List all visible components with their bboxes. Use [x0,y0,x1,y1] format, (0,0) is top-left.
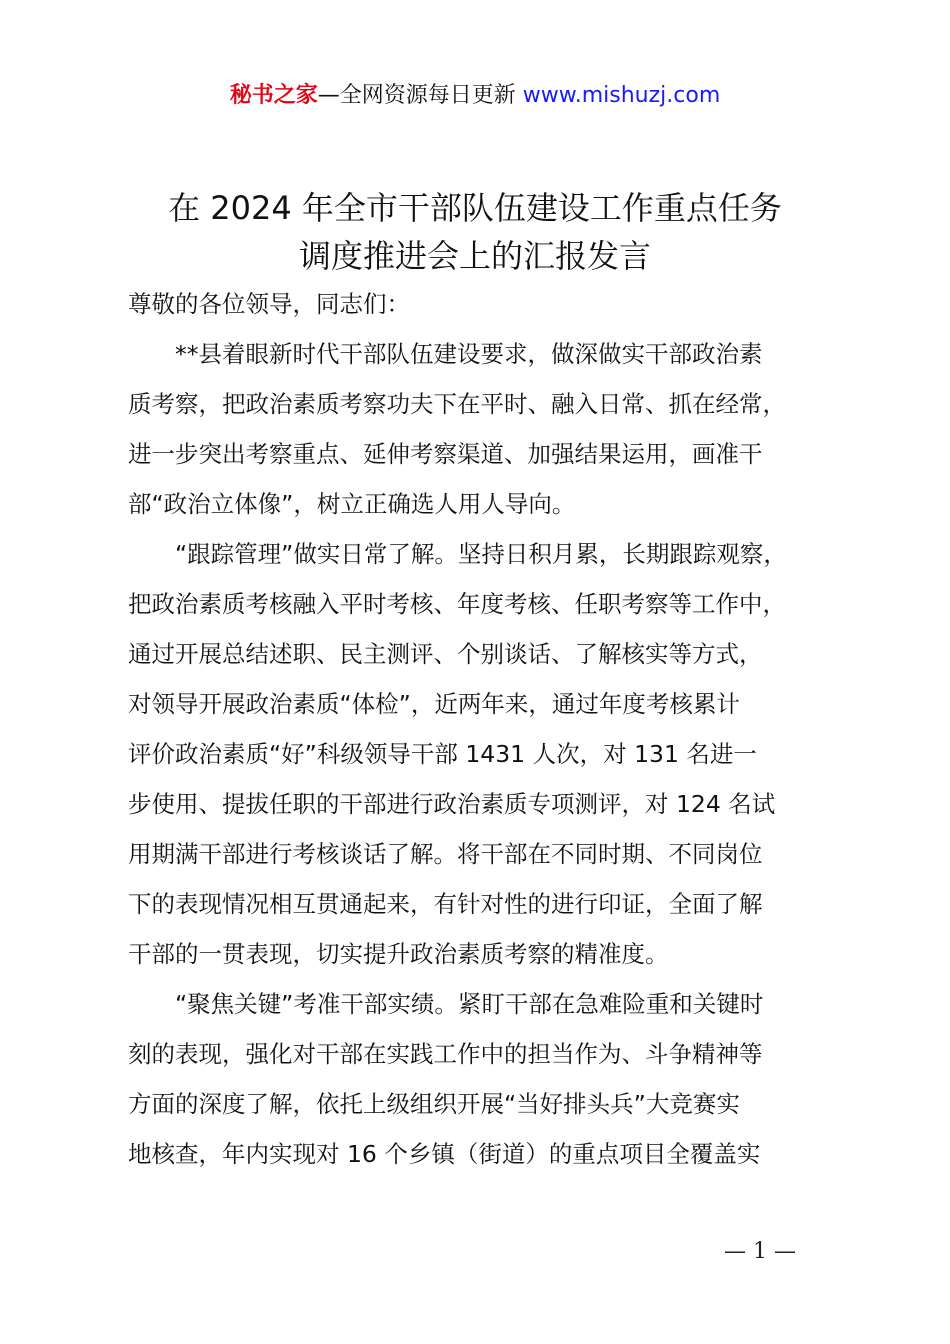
document-title [60,184,890,280]
paragraph-line: 刻的表现，强化对干部在实践工作中的担当作为、斗争精神等 [128,1040,763,1068]
paragraph-line: 方面的深度了解，依托上级组织开展“当好排头兵”大竞赛实 [128,1090,740,1118]
document-body [128,286,868,1186]
paragraph-line: 下的表现情况相互贯通起来，有针对性的进行印证，全面了解 [128,890,763,918]
paragraph-line: 把政治素质考核融入平时考核、年度考核、任职考察等工作中， [128,590,786,618]
header-banner [0,80,950,112]
paragraph-line: 干部的一贯表现，切实提升政治素质考察的精准度。 [128,940,669,968]
paragraph-line: 质考察，把政治素质考察功夫下在平时、融入日常、抓在经常， [128,390,786,418]
salutation: 尊敬的各位领导，同志们： [128,290,410,318]
paragraph-line: “聚焦关键”考准干部实绩。紧盯干部在急难险重和关键时 [128,990,764,1018]
paragraph-line: 评价政治素质“好”科级领导干部 1431 人次，对 131 名进一 [128,740,757,768]
paragraph-line: 通过开展总结述职、民主测评、个别谈话、了解核实等方式， [128,640,763,668]
paragraph-2 [128,536,868,973]
paragraph-line: 对领导开展政治素质“体检”，近两年来，通过年度考核累计 [128,690,740,718]
site-tagline: —全网资源每日更新 [317,83,523,108]
paragraph-line: 进一步突出考察重点、延伸考察渠道、加强结果运用，画准干 [128,440,763,468]
paragraph-line: **县着眼新时代干部队伍建设要求，做深做实干部政治素 [128,340,763,368]
paragraph-line: 用期满干部进行考核谈话了解。将干部在不同时期、不同岗位 [128,840,763,868]
paragraph-line: 地核查，年内实现对 16 个乡镇（街道）的重点项目全覆盖实 [128,1140,761,1168]
paragraph-line: 步使用、提拔任职的干部进行政治素质专项测评，对 124 名试 [128,790,776,818]
title-line-2: 调度推进会上的汇报发言 [298,237,651,275]
paragraph-3 [128,986,868,1173]
paragraph-1 [128,336,868,523]
title-line-1: 在 2024 年全市干部队伍建设工作重点任务 [168,189,782,227]
site-brand: 秘书之家 [229,83,318,108]
paragraph-line: “跟踪管理”做实日常了解。坚持日积月累，长期跟踪观察， [128,540,787,568]
page-number: — 1 — [724,1239,796,1264]
site-url-link[interactable]: www.mishuzj.com [522,83,721,108]
paragraph-line: 部“政治立体像”，树立正确选人用人导向。 [128,490,576,518]
